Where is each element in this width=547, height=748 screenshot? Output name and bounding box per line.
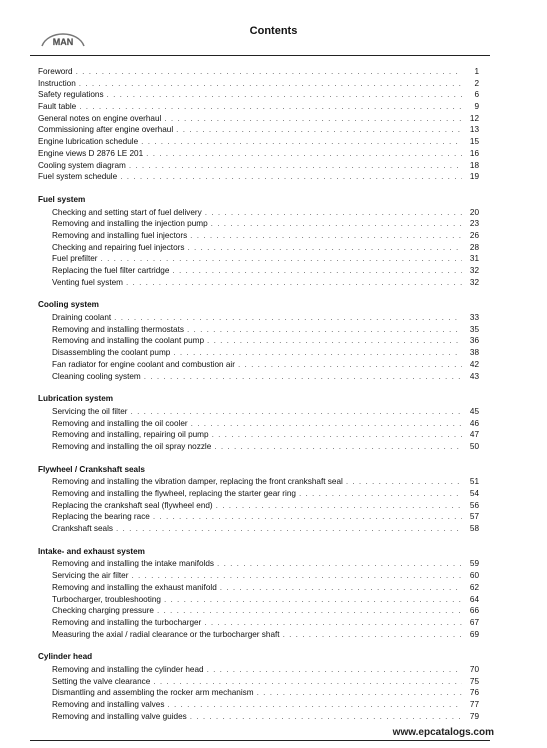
toc-dot-leader xyxy=(187,324,462,336)
toc-entry-page: 28 xyxy=(469,242,479,252)
toc-entry-page: 38 xyxy=(469,348,479,358)
toc-dot-leader xyxy=(187,242,462,254)
toc-entry-title: Removing and installing the cylinder head xyxy=(52,664,204,674)
toc-dot-leader xyxy=(212,429,462,441)
toc-dot-leader xyxy=(299,488,462,500)
toc-entry-page: 16 xyxy=(469,148,479,158)
toc-entry-title: Cooling system diagram xyxy=(38,160,126,170)
toc-entry[interactable] xyxy=(38,335,479,347)
intro-list xyxy=(38,66,479,183)
toc-dot-leader xyxy=(217,558,462,570)
toc-entry-title: Measuring the axial / radial clearance or the turbocharger shaft xyxy=(52,629,280,639)
toc-dot-leader xyxy=(346,476,462,488)
toc-entry[interactable] xyxy=(38,699,479,711)
toc-entry-title: Removing and installing the injection pump xyxy=(52,219,208,229)
toc-entry-title: Fan radiator for engine coolant and combustion air xyxy=(52,359,235,369)
toc-entry-page: 19 xyxy=(469,172,479,182)
toc-dot-leader xyxy=(131,570,462,582)
toc-entry[interactable] xyxy=(38,359,479,371)
toc-entry-page: 1 xyxy=(474,67,479,76)
toc-entry-page: 23 xyxy=(469,219,479,229)
toc-entry-title: Commissioning after engine overhaul xyxy=(38,125,174,135)
toc-entry-page: 54 xyxy=(469,489,479,498)
toc-entry-page: 20 xyxy=(469,207,479,217)
toc-section xyxy=(38,651,479,722)
toc-entry-title: Replacing the crankshaft seal (flywheel end) xyxy=(52,500,213,510)
toc-entry[interactable] xyxy=(38,664,479,676)
toc-entry-page: 60 xyxy=(469,571,479,581)
toc-dot-leader xyxy=(173,347,462,359)
toc-entry-title: Servicing the air filter xyxy=(52,571,129,581)
toc-section xyxy=(38,299,479,382)
toc-entry[interactable] xyxy=(38,676,479,688)
toc-entry[interactable] xyxy=(38,582,479,594)
toc-entry-page: 46 xyxy=(469,418,479,428)
toc-entry-page: 59 xyxy=(469,559,479,569)
toc-entry[interactable] xyxy=(38,347,479,359)
section-heading: Cylinder head xyxy=(38,652,93,662)
toc-entry-title: Fuel prefilter xyxy=(52,254,98,264)
toc-entry[interactable] xyxy=(38,242,479,254)
toc-entry[interactable] xyxy=(38,136,479,148)
toc-entry-title: Draining coolant xyxy=(52,313,112,323)
toc-entry-page: 51 xyxy=(469,477,479,487)
toc-entry[interactable] xyxy=(38,371,479,383)
toc-dot-leader xyxy=(146,148,462,160)
toc-entry-title: General notes on engine overhaul xyxy=(38,113,162,123)
toc-entry-page: 2 xyxy=(474,78,479,88)
logo-text: MAN xyxy=(52,37,74,47)
toc-entry-page: 36 xyxy=(469,336,479,346)
toc-dot-leader xyxy=(190,711,462,723)
toc-entry-title: Removing and installing the exhaust manifold xyxy=(52,582,217,592)
toc-dot-leader xyxy=(153,511,462,523)
toc-entry[interactable] xyxy=(38,230,479,242)
toc-entry-title: Removing and installing the turbocharger xyxy=(52,617,202,627)
toc-entry[interactable] xyxy=(38,629,479,641)
toc-dot-leader xyxy=(257,687,462,699)
toc-entry-title: Removing and installing the flywheel, replacing the starter gear ring xyxy=(52,489,296,498)
toc-entry[interactable] xyxy=(38,253,479,265)
toc-entry-page: 67 xyxy=(469,617,479,627)
toc-entry-page: 13 xyxy=(469,125,479,135)
toc-entry-title: Removing and installing the intake manifolds xyxy=(52,559,215,569)
section-heading: Flywheel / Crankshaft seals xyxy=(38,464,145,474)
toc-entry[interactable] xyxy=(38,594,479,606)
toc-entry-page: 32 xyxy=(469,277,479,287)
toc-entry-title: Removing and installing the coolant pump xyxy=(52,336,205,346)
toc-entry[interactable] xyxy=(38,78,479,90)
toc-entry-title: Removing and installing, repairing oil pump xyxy=(52,430,209,440)
table-of-contents xyxy=(38,66,479,722)
toc-entry[interactable] xyxy=(38,89,479,101)
toc-entry[interactable] xyxy=(38,148,479,160)
toc-dot-leader xyxy=(207,335,462,347)
section-heading: Fuel system xyxy=(38,194,86,204)
toc-entry[interactable] xyxy=(38,617,479,629)
toc-entry[interactable] xyxy=(38,324,479,336)
toc-entry-page: 47 xyxy=(469,430,479,440)
toc-entry-title: Checking and setting start of fuel delivery xyxy=(52,207,202,217)
toc-entry-title: Removing and installing valves xyxy=(52,700,165,709)
toc-dot-leader xyxy=(153,676,462,688)
toc-entry[interactable] xyxy=(38,511,479,523)
toc-entry-page: 35 xyxy=(469,324,479,334)
toc-entry-title: Cleaning cooling system xyxy=(52,371,141,381)
toc-dot-leader xyxy=(114,312,462,324)
toc-dot-leader xyxy=(76,66,462,78)
toc-entry-page: 45 xyxy=(469,406,479,416)
toc-entry-title: Foreword xyxy=(38,67,73,76)
toc-entry-page: 31 xyxy=(469,254,479,264)
toc-entry-page: 6 xyxy=(474,90,479,100)
toc-entry-title: Venting fuel system xyxy=(52,277,123,287)
toc-dot-leader xyxy=(101,253,462,265)
toc-entry-title: Removing and installing the oil cooler xyxy=(52,418,188,428)
toc-entry-page: 62 xyxy=(469,582,479,592)
toc-entry[interactable] xyxy=(38,160,479,172)
toc-entry[interactable] xyxy=(38,523,479,535)
toc-dot-leader xyxy=(141,136,462,148)
toc-entry-title: Checking charging pressure xyxy=(52,606,154,616)
toc-dot-leader xyxy=(164,113,462,125)
toc-entry[interactable] xyxy=(38,113,479,125)
toc-entry-page: 70 xyxy=(469,664,479,674)
toc-dot-leader xyxy=(129,160,462,172)
toc-entry-page: 77 xyxy=(469,700,479,709)
toc-entry[interactable] xyxy=(38,488,479,500)
toc-entry-title: Removing and installing thermostats xyxy=(52,324,184,334)
toc-entry-title: Turbocharger, troubleshooting xyxy=(52,594,161,604)
toc-dot-leader xyxy=(214,441,462,453)
toc-section xyxy=(38,464,479,535)
toc-entry[interactable] xyxy=(38,101,479,113)
toc-entry[interactable] xyxy=(38,711,479,723)
toc-dot-leader xyxy=(220,582,462,594)
toc-entry-page: 50 xyxy=(469,441,479,451)
toc-entry-page: 58 xyxy=(469,524,479,534)
toc-entry-page: 79 xyxy=(469,711,479,721)
section-heading: Cooling system xyxy=(38,300,99,310)
toc-entry-title: Fault table xyxy=(38,102,77,112)
toc-entry[interactable] xyxy=(38,207,479,219)
toc-dot-leader xyxy=(107,89,462,101)
toc-entry-title: Removing and installing fuel injectors xyxy=(52,230,188,240)
toc-dot-leader xyxy=(216,500,462,512)
toc-entry-page: 75 xyxy=(469,676,479,686)
toc-entry-title: Disassembling the coolant pump xyxy=(52,348,171,358)
footer-divider xyxy=(30,740,490,741)
toc-entry-title: Instruction xyxy=(38,78,76,88)
toc-entry-title: Removing and installing the vibration damper, replacing the front crankshaft seal xyxy=(52,477,343,487)
toc-entry[interactable] xyxy=(38,605,479,617)
toc-entry[interactable] xyxy=(38,277,479,289)
toc-entry-title: Replacing the fuel filter cartridge xyxy=(52,266,170,275)
toc-entry[interactable] xyxy=(38,500,479,512)
toc-dot-leader xyxy=(79,101,462,113)
toc-entry-page: 76 xyxy=(469,688,479,698)
toc-dot-leader xyxy=(144,371,462,383)
toc-entry-page: 66 xyxy=(469,606,479,616)
toc-dot-leader xyxy=(211,218,462,230)
toc-entry-page: 33 xyxy=(469,313,479,323)
toc-section xyxy=(38,393,479,452)
toc-entry-title: Engine lubrication schedule xyxy=(38,137,139,147)
toc-entry[interactable] xyxy=(38,171,479,183)
toc-entry-title: Checking and repairing fuel injectors xyxy=(52,242,185,252)
toc-entry-title: Servicing the oil filter xyxy=(52,406,128,416)
toc-dot-leader xyxy=(190,230,462,242)
toc-entry[interactable] xyxy=(38,687,479,699)
toc-dot-leader xyxy=(157,605,462,617)
toc-entry-title: Removing and installing valve guides xyxy=(52,711,187,721)
toc-dot-leader xyxy=(204,617,462,629)
toc-dot-leader xyxy=(167,699,462,711)
toc-entry[interactable] xyxy=(38,66,479,78)
toc-dot-leader xyxy=(238,359,462,371)
toc-entry-title: Fuel system schedule xyxy=(38,172,118,182)
toc-section xyxy=(38,546,479,641)
toc-entry-page: 56 xyxy=(469,500,479,510)
toc-dot-leader xyxy=(283,629,462,641)
toc-dot-leader xyxy=(79,78,462,90)
toc-entry[interactable] xyxy=(38,476,479,488)
toc-entry[interactable] xyxy=(38,558,479,570)
toc-entry-title: Replacing the bearing race xyxy=(52,512,150,522)
section-heading: Intake- and exhaust system xyxy=(38,546,145,556)
toc-entry-title: Setting the valve clearance xyxy=(52,676,151,686)
toc-entry[interactable] xyxy=(38,312,479,324)
toc-entry-title: Removing and installing the oil spray nozzle xyxy=(52,441,212,451)
toc-entry[interactable] xyxy=(38,418,479,430)
toc-entry-page: 64 xyxy=(469,594,479,604)
toc-dot-leader xyxy=(131,406,462,418)
toc-entry[interactable] xyxy=(38,570,479,582)
toc-entry-page: 43 xyxy=(469,371,479,381)
toc-entry[interactable] xyxy=(38,265,479,277)
page-title: Contents xyxy=(249,25,298,37)
toc-entry-title: Safety regulations xyxy=(38,90,104,100)
toc-entry-page: 26 xyxy=(469,230,479,240)
toc-entry[interactable] xyxy=(38,406,479,418)
section-heading: Lubrication system xyxy=(38,394,114,404)
toc-entry-page: 18 xyxy=(469,160,479,170)
toc-dot-leader xyxy=(207,664,462,676)
toc-entry[interactable] xyxy=(38,441,479,453)
toc-entry-title: Engine views D 2876 LE 201 xyxy=(38,148,144,158)
toc-entry-page: 57 xyxy=(469,512,479,522)
toc-section xyxy=(38,194,479,289)
toc-entry-page: 42 xyxy=(469,359,479,369)
toc-entry[interactable] xyxy=(38,429,479,441)
toc-entry-page: 69 xyxy=(469,629,479,639)
toc-dot-leader xyxy=(205,207,462,219)
toc-dot-leader xyxy=(164,594,462,606)
toc-dot-leader xyxy=(126,277,462,289)
watermark: www.epcatalogs.com xyxy=(390,727,497,738)
sections-list xyxy=(38,194,479,723)
header-divider xyxy=(30,55,490,56)
toc-dot-leader xyxy=(191,418,462,430)
toc-dot-leader xyxy=(176,124,462,136)
toc-entry[interactable] xyxy=(38,124,479,136)
toc-entry-page: 12 xyxy=(469,113,479,123)
toc-entry-page: 9 xyxy=(474,102,479,112)
toc-dot-leader xyxy=(120,171,462,183)
toc-dot-leader xyxy=(116,523,462,535)
toc-entry[interactable] xyxy=(38,218,479,230)
toc-dot-leader xyxy=(172,265,462,277)
toc-entry-page: 15 xyxy=(469,137,479,147)
toc-entry-title: Dismantling and assembling the rocker arm mechanism xyxy=(52,688,254,698)
toc-entry-page: 32 xyxy=(469,266,479,275)
toc-entry-title: Crankshaft seals xyxy=(52,524,113,534)
